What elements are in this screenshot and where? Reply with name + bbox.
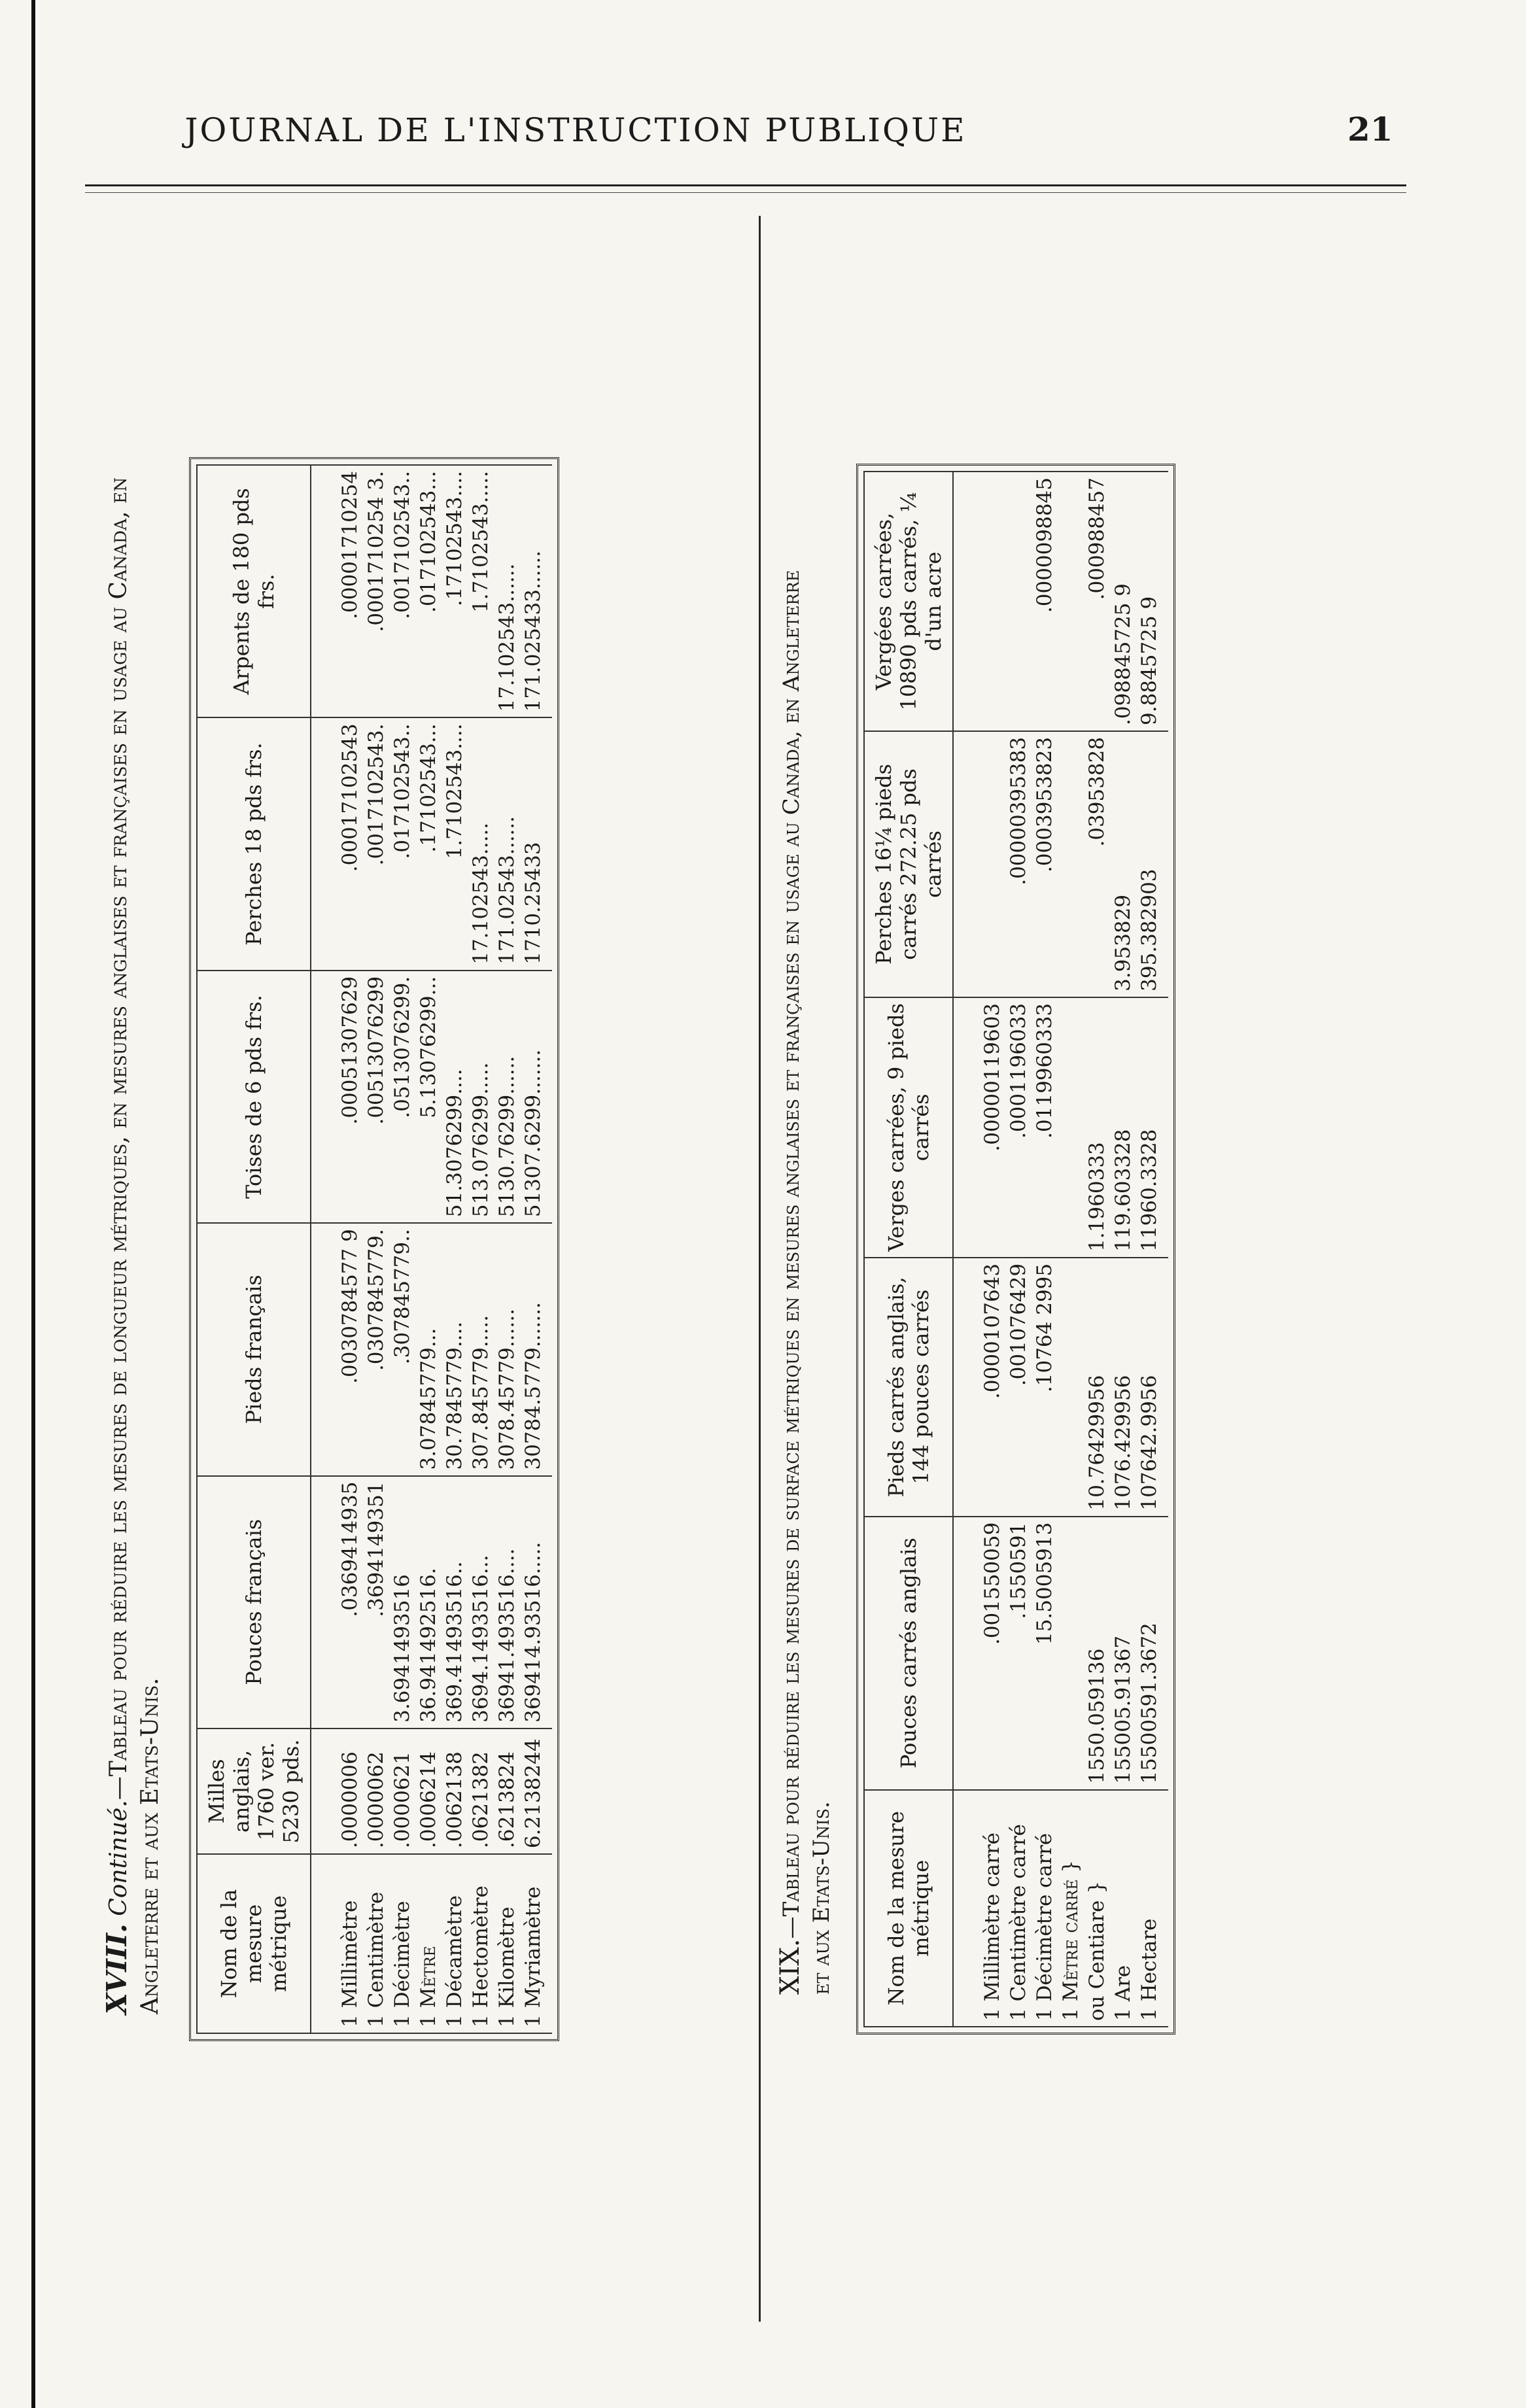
cell-toises: .00051307629	[338, 971, 364, 1223]
cell-pieds-carres: .10764 2995	[1032, 1258, 1058, 1517]
cell-name: 1 Décimètre carré	[1032, 1790, 1058, 2027]
cell-verges-carrees: 1.1960333	[1084, 997, 1111, 1258]
cell-milles: .6213824	[494, 1729, 521, 1854]
cell-name: 1 Mètre carré }	[1058, 1790, 1084, 2027]
table-xix-title: —Tableau pour réduire les mesures de surface métriques en mesures anglaises et françaises en usage au Canada, en Angleterre et aux Etats-Unis.	[778, 570, 835, 1995]
cell-perches: 395.382903	[1137, 731, 1168, 997]
cell-name: 1 Centimètre	[364, 1854, 390, 2033]
cell-perches: .17102543...	[416, 717, 442, 970]
cell-pouces-carres	[1058, 1517, 1084, 1790]
cell-pouces: 36.941492516.	[416, 1476, 442, 1729]
table-row	[980, 472, 1006, 2027]
cell-perches	[1058, 731, 1084, 997]
col-header-arpents: Arpents de 180 pds frs.	[197, 465, 311, 717]
cell-pieds: 3.07845779...	[416, 1223, 442, 1475]
cell-perches: .03953828	[1084, 731, 1111, 997]
cell-pouces: 3.6941493516	[390, 1476, 416, 1729]
table-xviii-caption	[101, 445, 166, 2014]
cell-pieds: .0030784577 9	[338, 1223, 364, 1475]
cell-arpents: .0001710254 3.	[364, 465, 390, 717]
table-row	[390, 465, 416, 2033]
cell-vergees: 9.8845725 9	[1137, 472, 1168, 731]
cell-name: 1 Mètre	[416, 1854, 442, 2033]
cell-toises: 5130.76299......	[494, 971, 521, 1223]
col-header-milles: Milles anglais, 1760 ver. 5230 pds.	[197, 1729, 311, 1854]
table-row	[1032, 472, 1058, 2027]
running-head: JOURNAL DE L'INSTRUCTION PUBLIQUE	[184, 111, 967, 149]
cell-vergees	[1058, 472, 1084, 731]
cell-pieds-carres: 1076.429956	[1111, 1258, 1137, 1517]
cell-name: 1 Are	[1111, 1790, 1137, 2027]
table-row	[1137, 472, 1168, 2027]
cell-perches: 171.02543......	[494, 717, 521, 970]
cell-toises: .00513076299	[364, 971, 390, 1223]
col-header-perches: Perches 18 pds frs.	[197, 717, 311, 970]
cell-pieds-carres	[1058, 1258, 1084, 1517]
table-xix-number: XIX.	[775, 1938, 805, 1995]
cell-toises: 51307.6299.......	[521, 971, 552, 1223]
cell-verges-carrees	[1058, 997, 1084, 1258]
cell-vergees: .000988457	[1084, 472, 1111, 731]
table-xix-header-row	[864, 472, 953, 2027]
table-row	[442, 465, 468, 2033]
cell-name: 1 Hectare	[1137, 1790, 1168, 2027]
table-row	[1058, 472, 1084, 2027]
table-row	[416, 465, 442, 2033]
col-header-vergees: Vergées carrées, 10890 pds carrés, ¼ d'un acre	[864, 472, 953, 731]
table-row	[1006, 472, 1032, 2027]
cell-pouces: 3694.1493516...	[468, 1476, 494, 1729]
table-row	[521, 465, 552, 2033]
cell-perches: 1.7102543....	[442, 717, 468, 970]
cell-verges-carrees: 119.603328	[1111, 997, 1137, 1258]
col-header-verges-carrees: Verges carrées, 9 pieds carrés	[864, 997, 953, 1258]
cell-pouces: 369414.93516.....	[521, 1476, 552, 1729]
column-rule	[759, 216, 761, 2322]
table-xviii-number: XVIII.	[101, 1923, 133, 2014]
cell-milles: .0006214	[416, 1729, 442, 1854]
cell-milles: .0000621	[390, 1729, 416, 1854]
header-rule	[85, 184, 1406, 186]
col-header-pieds-carres: Pieds carrés anglais, 144 pouces carrés	[864, 1258, 953, 1517]
cell-pouces: 369.41493516..	[442, 1476, 468, 1729]
cell-toises: 51.3076299....	[442, 971, 468, 1223]
cell-milles: .0062138	[442, 1729, 468, 1854]
cell-pieds: .307845779..	[390, 1223, 416, 1475]
cell-pouces-carres: .1550591	[1006, 1517, 1032, 1790]
cell-arpents: .017102543...	[416, 465, 442, 717]
table-row	[1111, 472, 1137, 2027]
cell-perches: 17.102543.....	[468, 717, 494, 970]
table-xviii-spacer	[311, 465, 338, 2033]
col-header-pouces-carres: Pouces carrés anglais	[864, 1517, 953, 1790]
table-row	[468, 465, 494, 2033]
table-xviii	[196, 464, 552, 2034]
cell-arpents: 1.7102543.....	[468, 465, 494, 717]
table-xix-wrapper	[863, 471, 1168, 2027]
cell-perches: 1710.25433	[521, 717, 552, 970]
cell-arpents: .0017102543..	[390, 465, 416, 717]
table-xix	[863, 471, 1168, 2027]
col-header-nom: Nom de la mesure métrique	[864, 1790, 953, 2027]
cell-milles: .0000062	[364, 1729, 390, 1854]
cell-pieds: 30784.5779.......	[521, 1223, 552, 1475]
table-xviii-header-row	[197, 465, 311, 2033]
cell-pieds: 30.7845779....	[442, 1223, 468, 1475]
cell-verges-carrees: .0119960333	[1032, 997, 1058, 1258]
header-rule-thin	[85, 192, 1406, 193]
cell-perches: 3.953829	[1111, 731, 1137, 997]
cell-pieds-carres: .0000107643	[980, 1258, 1006, 1517]
cell-name: 1 Hectomètre	[468, 1854, 494, 2033]
cell-pouces: .3694149351	[364, 1476, 390, 1729]
cell-pouces-carres: .001550059	[980, 1517, 1006, 1790]
cell-perches: .00017102543	[338, 717, 364, 970]
cell-name: 1 Décamètre	[442, 1854, 468, 2033]
page-edge-shadow	[31, 0, 35, 2408]
table-row	[364, 465, 390, 2033]
cell-perches	[980, 731, 1006, 997]
cell-name: 1 Centimètre carré	[1006, 1790, 1032, 2027]
cell-toises: .0513076299.	[390, 971, 416, 1223]
cell-verges-carrees: 11960.3328	[1137, 997, 1168, 1258]
table-xviii-wrapper	[196, 464, 552, 2034]
cell-toises: 5.13076299...	[416, 971, 442, 1223]
col-header-nom: Nom de la mesure métrique	[197, 1854, 311, 2033]
cell-name: 1 Myriamètre	[521, 1854, 552, 2033]
page-number: 21	[1347, 110, 1393, 148]
cell-vergees: .0000098845	[1032, 472, 1058, 731]
cell-name: 1 Millimètre	[338, 1854, 364, 2033]
cell-pieds: 307.845779.....	[468, 1223, 494, 1475]
table-row	[1084, 472, 1111, 2027]
cell-pieds-carres: 107642.9956	[1137, 1258, 1168, 1517]
cell-arpents: 171.025433......	[521, 465, 552, 717]
table-row	[494, 465, 521, 2033]
cell-pouces: .0369414935	[338, 1476, 364, 1729]
cell-toises: 513.076299.....	[468, 971, 494, 1223]
cell-name: 1 Kilomètre	[494, 1854, 521, 2033]
cell-verges-carrees: .0001196033	[1006, 997, 1032, 1258]
cell-pouces: 36941.493516....	[494, 1476, 521, 1729]
cell-name: ou Centiare }	[1084, 1790, 1111, 2027]
cell-arpents: .17102543....	[442, 465, 468, 717]
table-xviii-title: —Tableau pour réduire les mesures de longueur métriques, en mesures anglaises et françaises en usage au Canada, en Angleterre et aux Etats-Unis.	[105, 477, 164, 2014]
cell-perches: .017102543..	[390, 717, 416, 970]
cell-vergees	[980, 472, 1006, 731]
cell-vergees: .098845725 9	[1111, 472, 1137, 731]
table-xix-spacer	[953, 472, 980, 2027]
cell-pieds: .0307845779.	[364, 1223, 390, 1475]
col-header-pouces: Pouces français	[197, 1476, 311, 1729]
cell-milles: .0000006	[338, 1729, 364, 1854]
cell-perches: .0017102543.	[364, 717, 390, 970]
col-header-toises: Toises de 6 pds frs.	[197, 971, 311, 1223]
cell-arpents: 17.102543......	[494, 465, 521, 717]
cell-arpents: .00001710254	[338, 465, 364, 717]
cell-milles: 6.2138244	[521, 1729, 552, 1854]
cell-pouces-carres: 15500591.3672	[1137, 1517, 1168, 1790]
cell-pouces-carres: 1550.059136	[1084, 1517, 1111, 1790]
cell-pouces-carres: 155005.91367	[1111, 1517, 1137, 1790]
cell-pieds-carres: 10.76429956	[1084, 1258, 1111, 1517]
cell-perches: .0003953823	[1032, 731, 1058, 997]
cell-verges-carrees: .00000119603	[980, 997, 1006, 1258]
col-header-perches: Perches 16¼ pieds carrés 272.25 pds carrés	[864, 731, 953, 997]
cell-pieds-carres: .001076429	[1006, 1258, 1032, 1517]
cell-pieds: 3078.45779......	[494, 1223, 521, 1475]
cell-vergees	[1006, 472, 1032, 731]
table-xviii-continued: Continué.	[105, 1800, 132, 1916]
table-row	[338, 465, 364, 2033]
cell-pouces-carres: 15.5005913	[1032, 1517, 1058, 1790]
cell-perches: .00000395383	[1006, 731, 1032, 997]
cell-milles: .0621382	[468, 1729, 494, 1854]
col-header-pieds: Pieds français	[197, 1223, 311, 1475]
cell-name: 1 Décimètre	[390, 1854, 416, 2033]
cell-name: 1 Millimètre carré	[980, 1790, 1006, 2027]
table-xix-caption	[775, 556, 837, 1995]
